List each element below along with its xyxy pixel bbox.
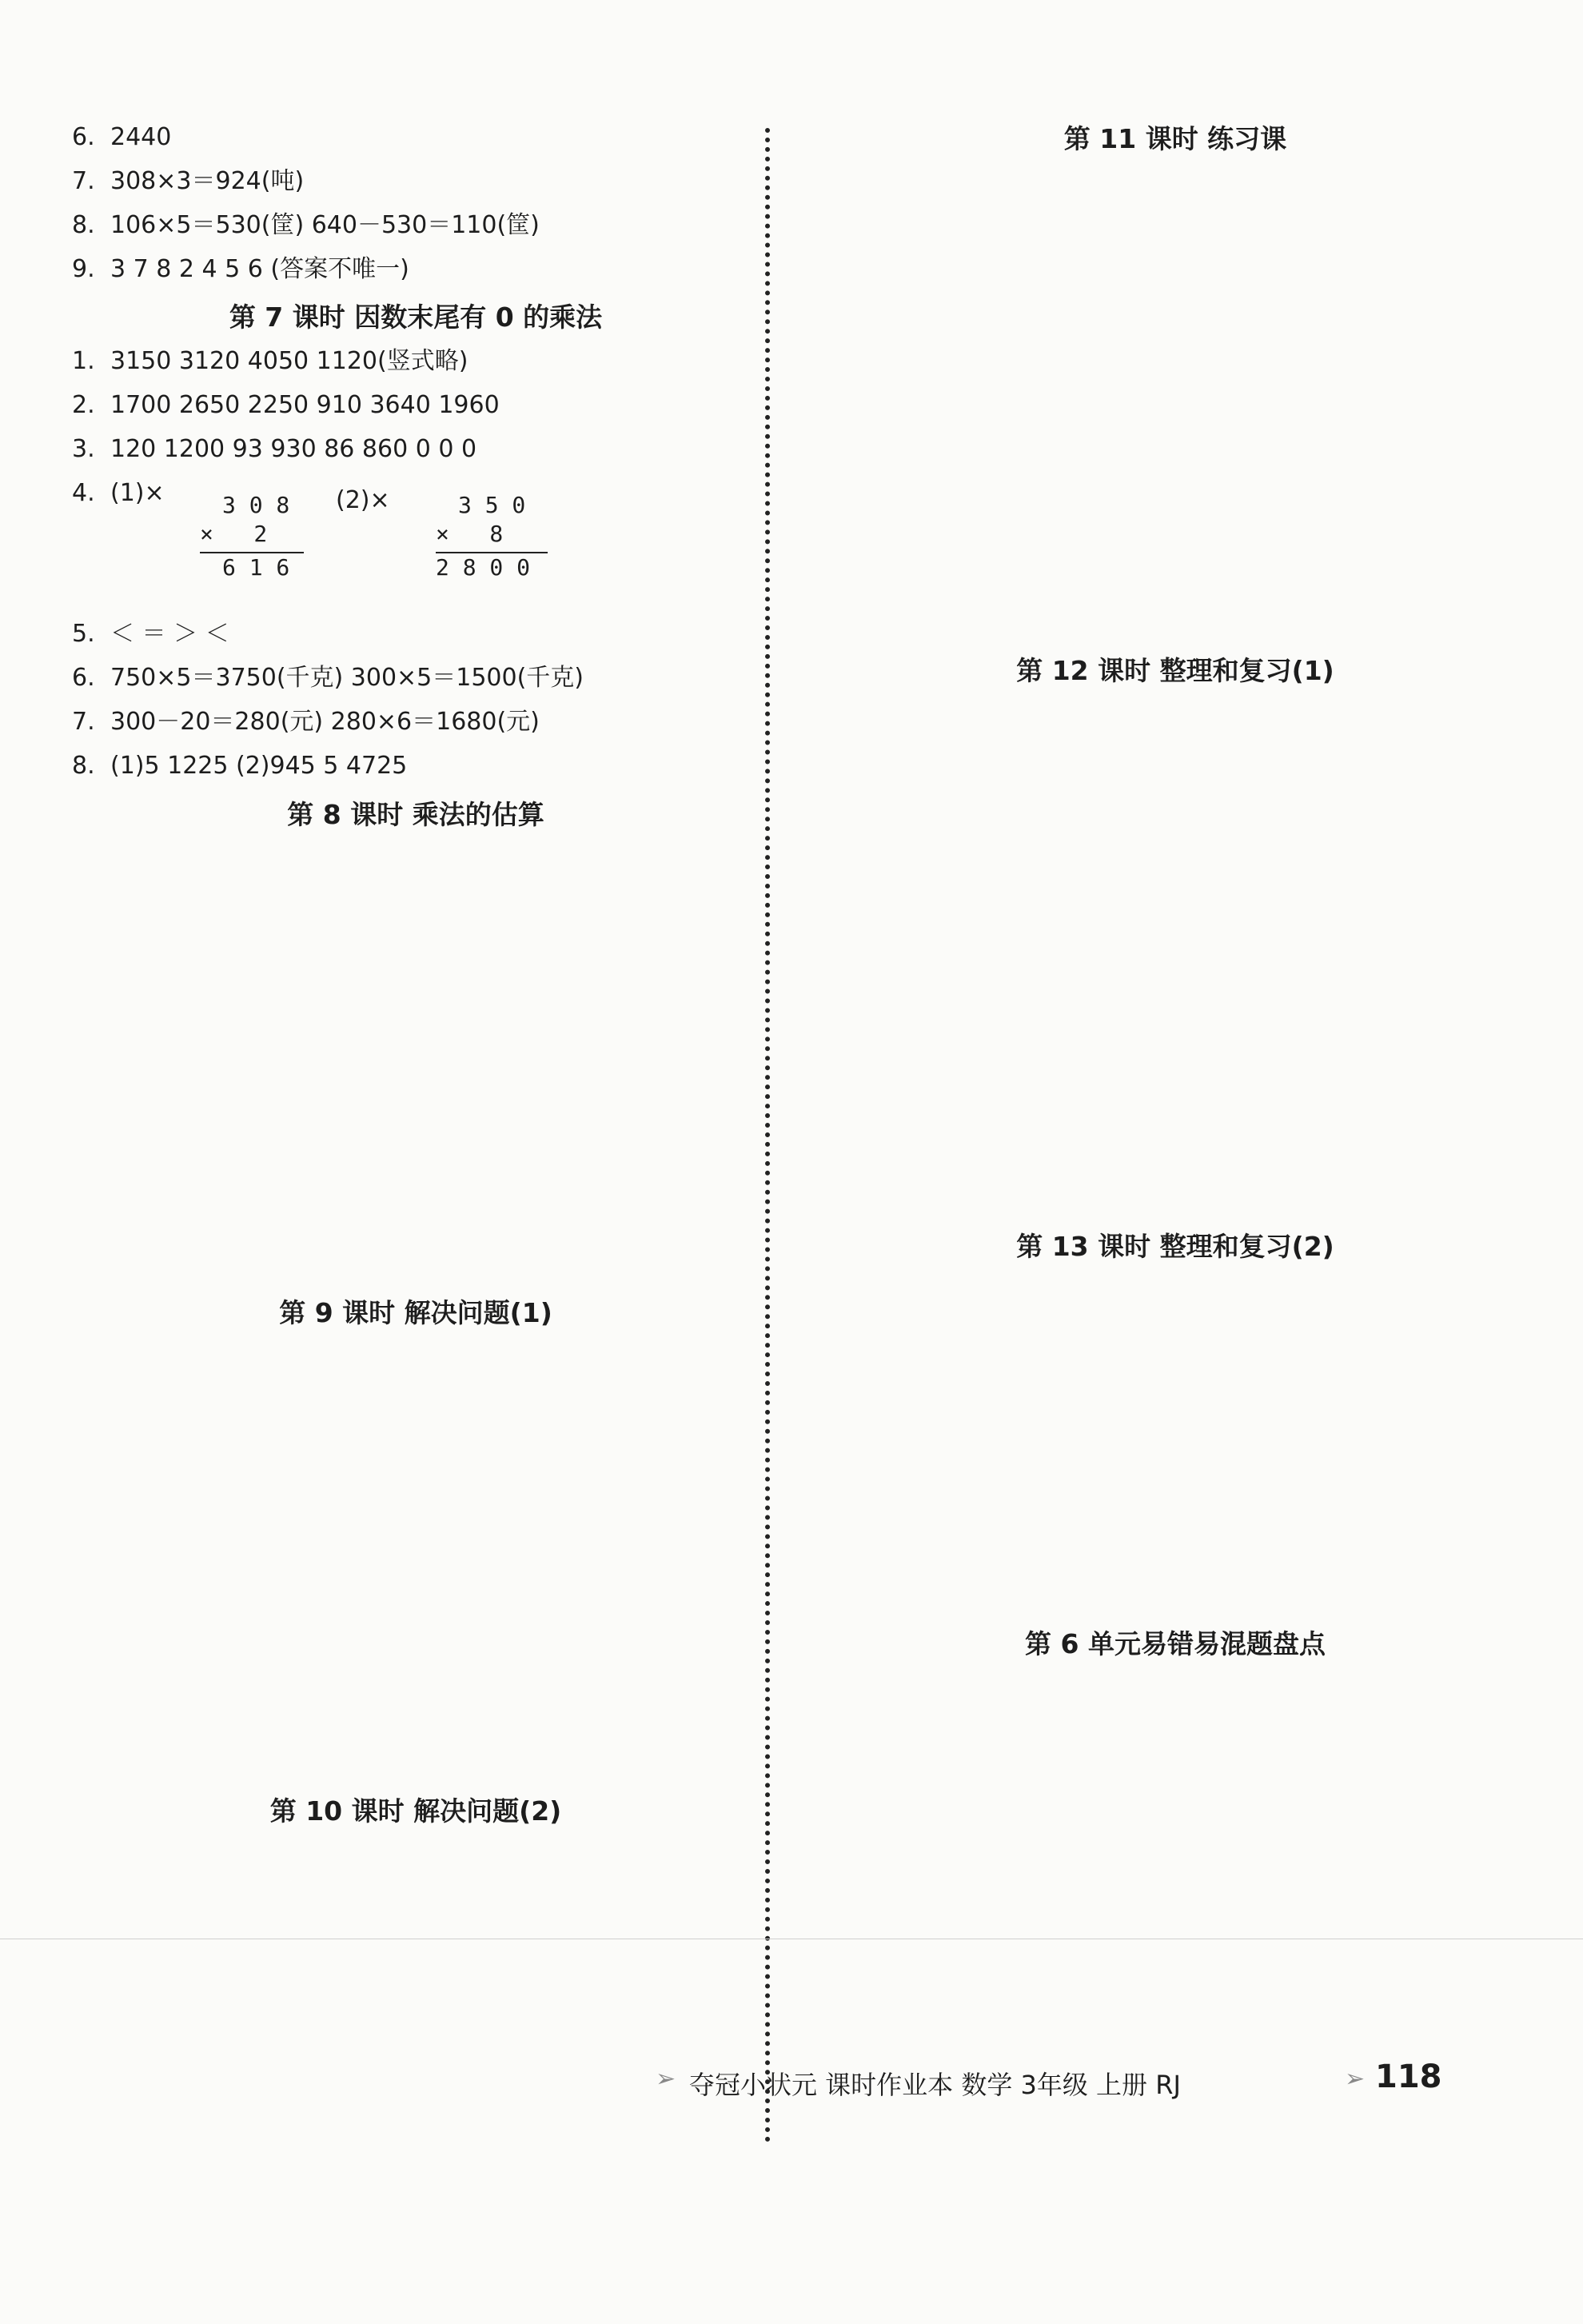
section-heading: 第 6 单元易错易混题盘点: [1025, 1628, 1326, 1659]
sub-label: (2)×: [336, 486, 390, 514]
answer-line: 6. 2440: [72, 123, 172, 151]
vertical-calc-2: 3 5 0 × 8 2 8 0 0: [436, 489, 548, 584]
section-heading: 第 7 课时 因数末尾有 0 的乘法: [229, 301, 603, 333]
answer-line: [823, 1274, 862, 1306]
answer-line: [823, 1539, 862, 1571]
answer-line: [823, 742, 862, 774]
section-heading: 第 8 课时 乘法的估算: [287, 799, 544, 830]
answer-line: [823, 344, 862, 376]
answer-line: [72, 1973, 110, 2005]
answer-line: [823, 166, 862, 198]
answer-line: [823, 876, 862, 908]
answer-text: 750×5＝3750(千克) 300×5＝1500(千克): [110, 664, 584, 692]
answer-line: [72, 1741, 110, 1773]
answer-line: [823, 1982, 862, 2014]
answer-line: [72, 618, 229, 650]
answer-line: 7. 308×3＝924(吨): [72, 167, 305, 195]
section-heading: 第 13 课时 整理和复习(2): [1016, 1231, 1334, 1262]
answer-line: [823, 388, 862, 420]
answer-line: [72, 750, 407, 782]
answer-text: ＜ ＝ ＞ ＜: [110, 620, 229, 648]
answer-line: [823, 299, 862, 331]
answer-line: [823, 1141, 862, 1173]
answer-line: [823, 831, 862, 863]
question-number: 6.: [72, 664, 95, 692]
answer-line: [72, 1839, 110, 1871]
answer-text: (1)×: [110, 479, 165, 507]
vertical-calc-1: 3 0 8 × 2 6 1 6: [200, 489, 304, 584]
answer-line: [823, 698, 862, 730]
answer-line: [823, 1452, 862, 1483]
answer-line: [823, 1671, 862, 1703]
answer-line: [72, 1020, 110, 1052]
answer-line: [72, 1563, 110, 1595]
answer-line: [72, 706, 540, 738]
answer-line: [823, 432, 862, 464]
column-divider: [765, 128, 770, 2143]
answer-line: [72, 1652, 110, 1684]
answer-line: [823, 1715, 862, 1747]
answer-line: [72, 389, 500, 421]
answer-line: [72, 1243, 110, 1275]
answer-line: [72, 345, 468, 377]
answer-line: [72, 2062, 110, 2094]
answer-line: [823, 787, 862, 819]
answer-line: [72, 1430, 110, 1462]
answer-line: [823, 609, 862, 641]
answer-line: 9. 3 7 8 2 4 5 6 (答案不唯一): [72, 255, 409, 283]
answer-line: [72, 888, 110, 920]
section-heading: 第 11 课时 练习课: [1063, 123, 1287, 154]
answer-line: [823, 1804, 862, 1836]
answer-line: [823, 210, 862, 242]
answer-line: [823, 1893, 862, 1925]
answer-line: [72, 1475, 110, 1507]
answer-text: 3150 3120 4050 1120(竖式略): [110, 347, 469, 375]
answer-line: [72, 1109, 110, 1141]
answer-line: [72, 1198, 110, 1230]
question-number: 1.: [72, 347, 95, 375]
section-heading: 第 10 课时 解决问题(2): [269, 1795, 562, 1827]
answer-line: [72, 1341, 110, 1373]
answer-line: [823, 1760, 862, 1792]
answer-line: [72, 1884, 110, 1916]
answer-line: [823, 1008, 862, 1040]
page-number: 118: [1375, 2058, 1442, 2095]
answer-line: [72, 976, 110, 1008]
answer-line: [823, 1097, 862, 1129]
section-heading: 第 12 课时 整理和复习(1): [1016, 655, 1334, 686]
answer-line: 8. 106×5＝530(筐) 640－530＝110(筐): [72, 211, 540, 239]
answer-line: [72, 1696, 110, 1728]
answer-line: [823, 964, 862, 996]
answer-line: [823, 255, 862, 287]
answer-line: [823, 2026, 862, 2058]
answer-line: [72, 932, 110, 964]
answer-text: 120 1200 93 930 86 860 0 0 0: [110, 435, 477, 463]
answer-line: [72, 2017, 110, 2049]
answer-line: [72, 1607, 110, 1639]
answer-line: [823, 1584, 862, 1616]
answer-line: [823, 1407, 862, 1439]
footer-book-title: 夺冠小状元 课时作业本 数学 3年级 上册 RJ: [689, 2070, 1181, 2100]
answer-line: [823, 477, 862, 509]
answer-line: [823, 1318, 862, 1350]
answer-line: [823, 1052, 862, 1084]
answer-line: [72, 433, 476, 465]
answer-line: [72, 1928, 110, 1960]
question-number: 2.: [72, 391, 95, 419]
answer-line: [72, 1154, 110, 1186]
question-number: 3.: [72, 435, 95, 463]
answer-line: [823, 1363, 862, 1395]
answer-line: [72, 662, 584, 694]
question-number: 5.: [72, 620, 95, 648]
answer-line: [72, 1386, 110, 1418]
answer-line: [823, 1849, 862, 1881]
answer-line: [823, 1937, 862, 1969]
answer-text: 1700 2650 2250 910 3640 1960: [110, 391, 500, 419]
answer-line: [72, 477, 165, 509]
answer-line: [823, 521, 862, 553]
answer-line: [72, 1065, 110, 1097]
section-heading: 第 9 课时 解决问题(1): [279, 1297, 552, 1328]
answer-line: [823, 2114, 862, 2146]
answer-line: [72, 843, 110, 875]
question-number: 8.: [72, 752, 95, 780]
answer-line: [823, 1185, 862, 1217]
arrow-icon: ➢: [1345, 2065, 1366, 2093]
answer-text: 300－20＝280(元) 280×6＝1680(元): [110, 708, 540, 736]
answer-line: [72, 2106, 110, 2138]
arrow-icon: ➢: [656, 2065, 676, 2093]
answer-line: [72, 1519, 110, 1551]
answer-line: [823, 565, 862, 597]
question-number: 4.: [72, 479, 95, 507]
answer-line: [823, 1495, 862, 1527]
answer-line: [823, 920, 862, 952]
answer-text: (1)5 1225 (2)945 5 4725: [110, 752, 408, 780]
question-number: 7.: [72, 708, 95, 736]
